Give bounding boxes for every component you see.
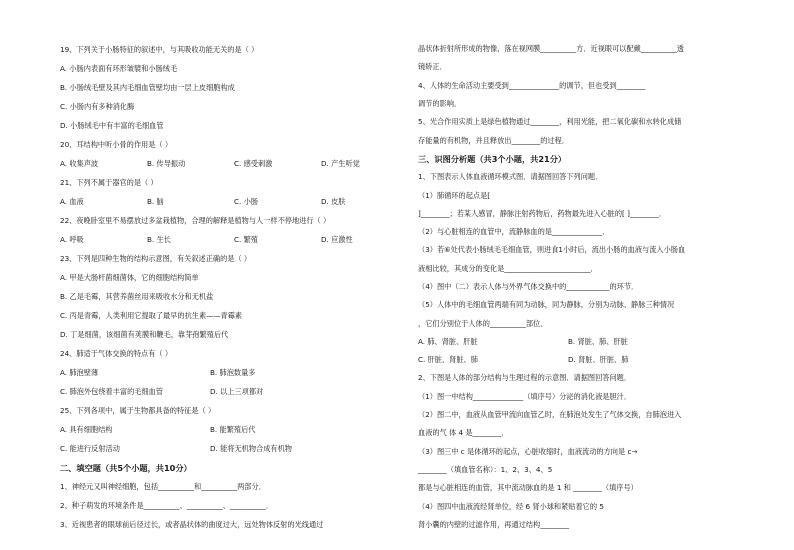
q25-options-row2 [60,439,410,458]
analysis-1-option-d: D. 肾脏、肝脏、肺 [568,355,629,365]
fill-question-3-continued: 晶状体折射所形成的物像，落在视网膜__________方．近视眼可以配戴__________透 [418,44,684,54]
analysis-1-option-a: A. 肺、肾脏、肝脏 [418,336,478,346]
analysis-2-q2: （2）图二中，血液从血管甲流向血管乙时，在肺泡处发生了气体交换，自肺泡进入 [418,410,682,420]
q23-stem: 23、下列是四种生物的结构示意图，有关叙述正确的是（ ） [60,253,252,263]
left-column [60,40,410,534]
q25-stem: 25、下列各项中，属于生物都具备的特征是（ ） [60,405,216,415]
q22-option-a: A. 呼吸 [60,234,84,244]
analysis-1-intro: 1、下图表示人体血液循环模式图．请据图回答下列问题． [418,172,603,182]
fill-question-5-end: 存能量的有机物，并且释放出________的过程． [418,135,569,145]
q23-option-d: D. 丁是细菌，该细菌有荚膜和鞭毛，靠芽孢繁殖后代 [60,329,229,339]
analysis-1-options-row2 [418,351,770,369]
q24-options-row1 [60,363,410,382]
fill-question-2: 2、种子萌发的环境条件是__________、__________、__________． [60,500,274,510]
q25-option-c: C. 能进行反射活动 [60,443,120,453]
q21-option-b: B. 脑 [147,196,164,206]
analysis-1-q1-cont: ]________；若某人感冒，静脉注射药物后，药物最先进入心脏的[ ]________． [418,208,666,218]
right-column [418,40,770,534]
q24-option-c: C. 肺泡外包绕着丰富的毛细血管 [60,386,164,396]
q20-option-a: A. 收集声波 [60,158,99,168]
fill-question-4: 4、人体的生命活动主要受到______________的调节，但也受到________ [418,80,646,90]
section-2-heading: 二、填空题（共5个小题，共10分） [60,462,192,473]
analysis-1-q2: （2）与心脏相连的血管中，流静脉血的是______________． [418,227,610,237]
q19-option-b: B. 小肠绒毛壁及其内毛细血管壁均由一层上皮细胞构成 [60,82,235,92]
q21-stem: 21、下列不属于器官的是（ ） [60,177,158,187]
analysis-1-option-b: B. 肾脏、肺、肝脏 [568,336,628,346]
q25-option-a: A. 具有细胞结构 [60,424,113,434]
analysis-1-q4: （4）图中（二）表示人体与外界气体交换中的____________的环节． [418,282,639,291]
analysis-2-q1: （1）图一中结构______________（填序号）分泌的消化液是胆汁． [418,391,632,401]
q25-option-b: B. 能繁殖后代 [210,424,256,434]
analysis-1-q5: （5）人体中的毛细血管两端有同为动脉，同为静脉，分别为动脉、静脉三种情况 [418,300,675,310]
fill-question-1: 1、神经元又叫神经细胞，包括__________和__________两部分． [60,481,266,491]
q22-option-b: B. 生长 [147,234,171,244]
q23-option-b: B. 乙是毛霉，其营养菌丝用来吸收水分和无机盐 [60,291,214,301]
q24-option-b: B. 肺泡数量多 [210,367,256,377]
fill-question-5: 5、光合作用实质上是绿色植物通过________，利用光能，把二氧化碳和水转化成储 [418,117,682,127]
fill-question-3: 3、近视患者的眼球前后径过长，或者晶状体的曲度过大，远处物体反射的光线通过 [60,519,324,529]
analysis-1-q3: （3）若⑥处代表小肠绒毛毛细血管，则进食1小时后，流出小肠的血液与流入小肠血 [418,245,686,255]
q22-options [60,230,410,249]
fill-question-3-end: 镜矫正． [418,62,447,72]
analysis-1-q3-cont: 液相比较，其成分的变化是________________________． [418,263,598,273]
q22-stem: 22、夜晚卧室里不易摆放过多盆栽植物，合理的解释是植物与人一样不停地进行（ ） [60,215,331,225]
analysis-1-q5-cont: ，它们分别位于人体的__________部位． [418,318,548,328]
q20-stem: 20、耳结构中听小骨的作用是（ ） [60,139,173,149]
q23-option-a: A. 甲是大肠杆菌细菌体，它的细胞结构简单 [60,272,199,282]
q23-option-c: C. 丙是青霉，人类利用它提取了最早的抗生素——青霉素 [60,310,243,320]
analysis-2-q3: （3）图三中 c 是体循环的起点，心脏收缩时，血液流动的方向是 c→ [418,446,638,456]
q21-option-a: A. 血液 [60,196,84,206]
q20-options [60,154,410,173]
analysis-2-q4-cont: 肾小囊的内壁的过滤作用，再通过结构________ [418,519,569,529]
analysis-1-q1: （1）肺循环的起点是[ [418,190,491,200]
analysis-1-options-row1 [418,333,770,351]
analysis-1-option-c: C. 肝脏、肾脏、肺 [418,355,478,365]
q19-stem: 19、下列关于小肠特征的叙述中，与其吸收功能无关的是（ ） [60,44,259,54]
q19-option-a: A. 小肠内表面有环形皱襞和小肠绒毛 [60,63,178,73]
q19-option-c: C. 小肠内有多种消化酶 [60,101,135,111]
q25-options-row1 [60,420,410,439]
q19-option-d: D. 小肠绒毛中有丰富的毛细血管 [60,120,164,130]
section-3-heading: 三、识图分析题（共3个小题，共21分） [418,153,567,164]
q25-option-d: D. 能将无机物合成有机物 [210,443,292,453]
q20-option-b: B. 传导振动 [147,158,186,168]
q21-option-d: D. 皮肤 [321,196,346,206]
q21-options [60,192,410,211]
q20-option-c: C. 感受刺激 [234,158,273,168]
analysis-2-intro: 2、下图是人体的部分结构与生理过程的示意图．请据图回答问题． [418,373,632,383]
analysis-2-q4: （4）图四中血液流经肾单位，经 6 肾小球和紧贴着它的 5 [418,501,604,511]
fill-question-4-end: 调节的影响． [418,99,462,109]
q24-options-row2 [60,382,410,401]
q22-option-c: C. 繁殖 [234,234,258,244]
analysis-2-q3-end: 都是与心脏相连的血管，其中流动脉血的是 1 和 ________（填序号） [418,483,638,493]
q20-option-d: D. 产生听觉 [321,158,360,168]
q22-option-d: D. 应激性 [321,234,353,244]
q24-option-a: A. 肺泡壁薄 [60,367,99,377]
q24-stem: 24、肺适于气体交换的特点有（ ） [60,348,173,358]
analysis-2-q3-cont: ________（填血管名称）：1、2、3、4、5 [418,464,553,474]
analysis-2-q2-cont: 血液的气 体 4 是________． [418,428,509,438]
q24-option-d: D. 以上三项都对 [210,386,264,396]
q21-option-c: C. 小肠 [234,196,258,206]
